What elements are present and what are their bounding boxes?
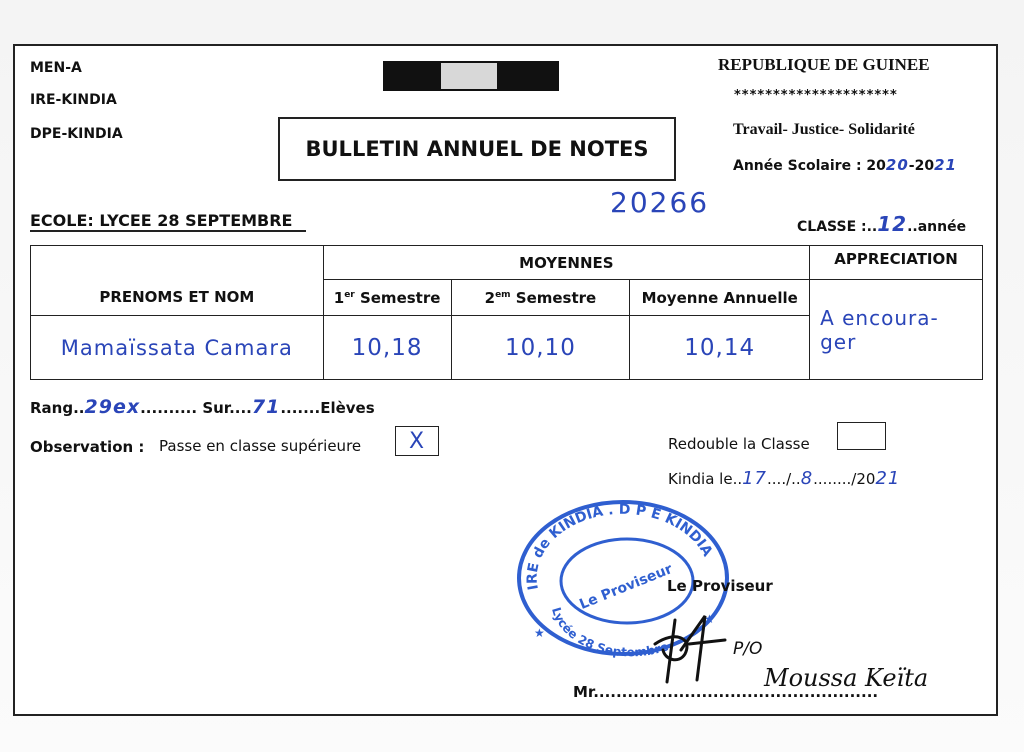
students-label: Elèves xyxy=(320,399,375,417)
semester2-header: $2^{em}$ Semestre xyxy=(451,280,630,316)
class-dots-after: .. xyxy=(907,219,918,235)
class-field xyxy=(797,212,966,236)
annual-average-header: Moyenne Annuelle xyxy=(630,280,810,316)
total-students-handwritten: 71 xyxy=(251,396,281,418)
appreciation-line2: ger xyxy=(820,329,857,354)
redaction-bar xyxy=(383,61,559,91)
mr-label: Mr xyxy=(573,683,594,701)
stamp-bottom-text: Lycée 28 Septembre xyxy=(548,605,671,659)
appreciation-line1: A encoura- xyxy=(820,305,939,330)
pass-check-mark: X xyxy=(408,428,426,454)
pass-option-text: Passe en classe supérieure xyxy=(159,437,362,455)
school-year-separator: -20 xyxy=(908,158,935,174)
repeat-checkbox xyxy=(837,422,886,450)
handwritten-signature xyxy=(645,610,775,690)
date-year-handwritten: 21 xyxy=(875,468,901,489)
place-date-line: Kindia le..17..../..8......../2021 xyxy=(668,468,901,489)
document-title: BULLETIN ANNUEL DE NOTES xyxy=(278,117,676,181)
rank-label: Rang xyxy=(30,399,74,417)
date-day-handwritten: 17 xyxy=(742,468,768,489)
header-ministry: MEN-A xyxy=(30,60,82,76)
pass-checkbox xyxy=(395,426,439,456)
header-ire: IRE-KINDIA xyxy=(30,92,117,108)
grades-table xyxy=(30,245,983,380)
school-year xyxy=(733,156,957,174)
repeat-option-text: Redouble la Classe xyxy=(668,435,810,453)
national-motto: Travail- Justice- Solidarité xyxy=(733,121,915,138)
appreciation-header: APPRECIATION xyxy=(810,246,983,280)
averages-group-header: MOYENNES xyxy=(323,246,809,280)
signature-po-text: P/O xyxy=(733,639,763,659)
handwritten-registration-number: 20266 xyxy=(610,186,710,219)
stamp-center-text: Le Proviseur xyxy=(577,561,675,613)
date-year-prefix: /20 xyxy=(851,470,876,488)
rank-of-label: Sur xyxy=(202,399,230,417)
place-date-prefix: Kindia le xyxy=(668,470,733,488)
class-dots: .. xyxy=(866,219,878,235)
name-column-header: PRENOMS ET NOM xyxy=(31,246,324,316)
date-month-handwritten: 8 xyxy=(800,468,814,489)
class-suffix: année xyxy=(917,219,967,235)
signatory-title: Le Proviseur xyxy=(667,577,773,595)
semester2-grade: 10,10 xyxy=(451,316,630,380)
appreciation-cell xyxy=(810,280,983,380)
stamp-star-left: ★ xyxy=(534,626,545,640)
semester1-header: 1er Semestre xyxy=(323,280,451,316)
stamp-ring-text: IRE de KINDIA . D P E KINDIA xyxy=(524,501,716,592)
class-value-handwritten: 12 xyxy=(877,212,908,236)
class-label: CLASSE : xyxy=(797,219,867,235)
semester1-grade: 10,18 xyxy=(323,316,451,380)
signatory-name-line: Mr.................................................. xyxy=(573,683,879,701)
school-year-label: Année Scolaire : 20 xyxy=(733,158,886,174)
school-year-start-handwritten: 20 xyxy=(885,156,909,174)
header-stars: ********************* xyxy=(734,88,898,103)
header-dpe: DPE-KINDIA xyxy=(30,126,123,142)
stamp-star-right: ★ xyxy=(704,612,715,626)
signatory-name-handwritten: Moussa Keïta xyxy=(764,664,929,692)
observation-label: Observation : xyxy=(30,438,145,456)
student-name: Mamaïssata Camara xyxy=(31,316,324,380)
rank-value-handwritten: 29ex xyxy=(84,396,141,418)
rank-line: Rang..29ex.......... Sur....71.......Elèves xyxy=(30,396,375,418)
annual-grade: 10,14 xyxy=(630,316,810,380)
school-year-end-handwritten: 21 xyxy=(934,156,957,174)
country-name: REPUBLIQUE DE GUINEE xyxy=(718,55,930,74)
school-name: ECOLE: LYCEE 28 SEPTEMBRE xyxy=(30,211,306,232)
